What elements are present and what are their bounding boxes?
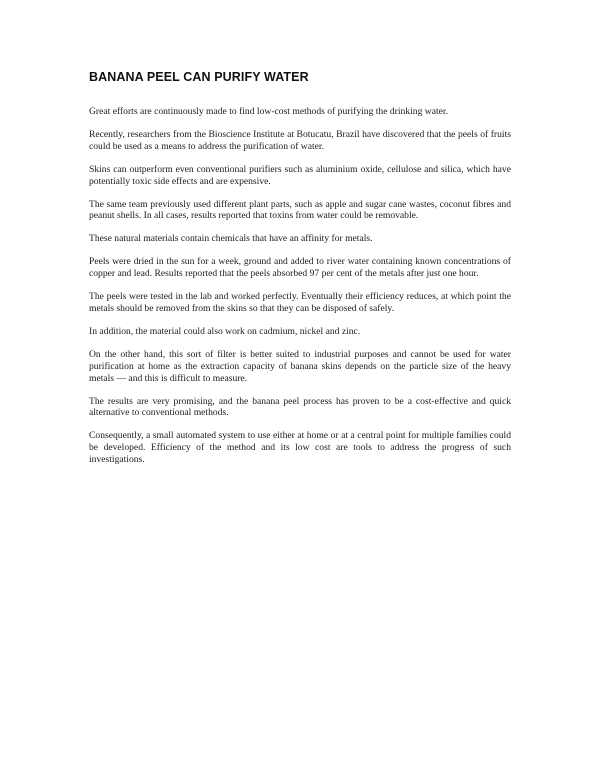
paragraph: The results are very promising, and the banana peel process has proven to be a cost-effective and quick alternative to conventional methods. <box>89 395 511 419</box>
paragraph: These natural materials contain chemicals that have an affinity for metals. <box>89 233 373 245</box>
document-body <box>89 70 511 477</box>
paragraph: On the other hand, this sort of filter is better suited to industrial purposes and cannot be used for water purification at home as the extraction capacity of banana skins depends on the particle size of the heavy metals — and this is difficult to measure. <box>89 348 511 384</box>
paragraph: Recently, researchers from the Bioscience Institute at Botucatu, Brazil have discovered that the peels of fruits could be used as a means to address the purification of water. <box>89 128 511 152</box>
paragraph: The peels were tested in the lab and worked perfectly. Eventually their efficiency reduces, at which point the metals should be removed from the skins so that they can be disposed of safely. <box>89 291 511 314</box>
paragraph: Great efforts are continuously made to find low-cost methods of purifying the drinking water. <box>89 106 448 117</box>
document-title: BANANA PEEL CAN PURIFY WATER <box>89 70 309 84</box>
paragraph: In addition, the material could also work on cadmium, nickel and zinc. <box>89 325 361 337</box>
paragraph: The same team previously used different plant parts, such as apple and sugar cane wastes, coconut fibres and peanut shells. In all cases, results reported that toxins from water could be removable. <box>89 198 511 222</box>
paragraph: Skins can outperform even conventional purifiers such as aluminium oxide, cellulose and silica, which have potentially toxic side effects and are expensive. <box>89 163 511 187</box>
paragraph: Peels were dried in the sun for a week, ground and added to river water containing known concentrations of copper and lead. Results reported that the peels absorbed 97 per cent of the metals after just one hour. <box>89 256 511 280</box>
paragraph: Consequently, a small automated system to use either at home or at a central point for multiple families could be developed. Efficiency of the method and its low cost are tools to address the progress of such investigations. <box>89 430 511 466</box>
